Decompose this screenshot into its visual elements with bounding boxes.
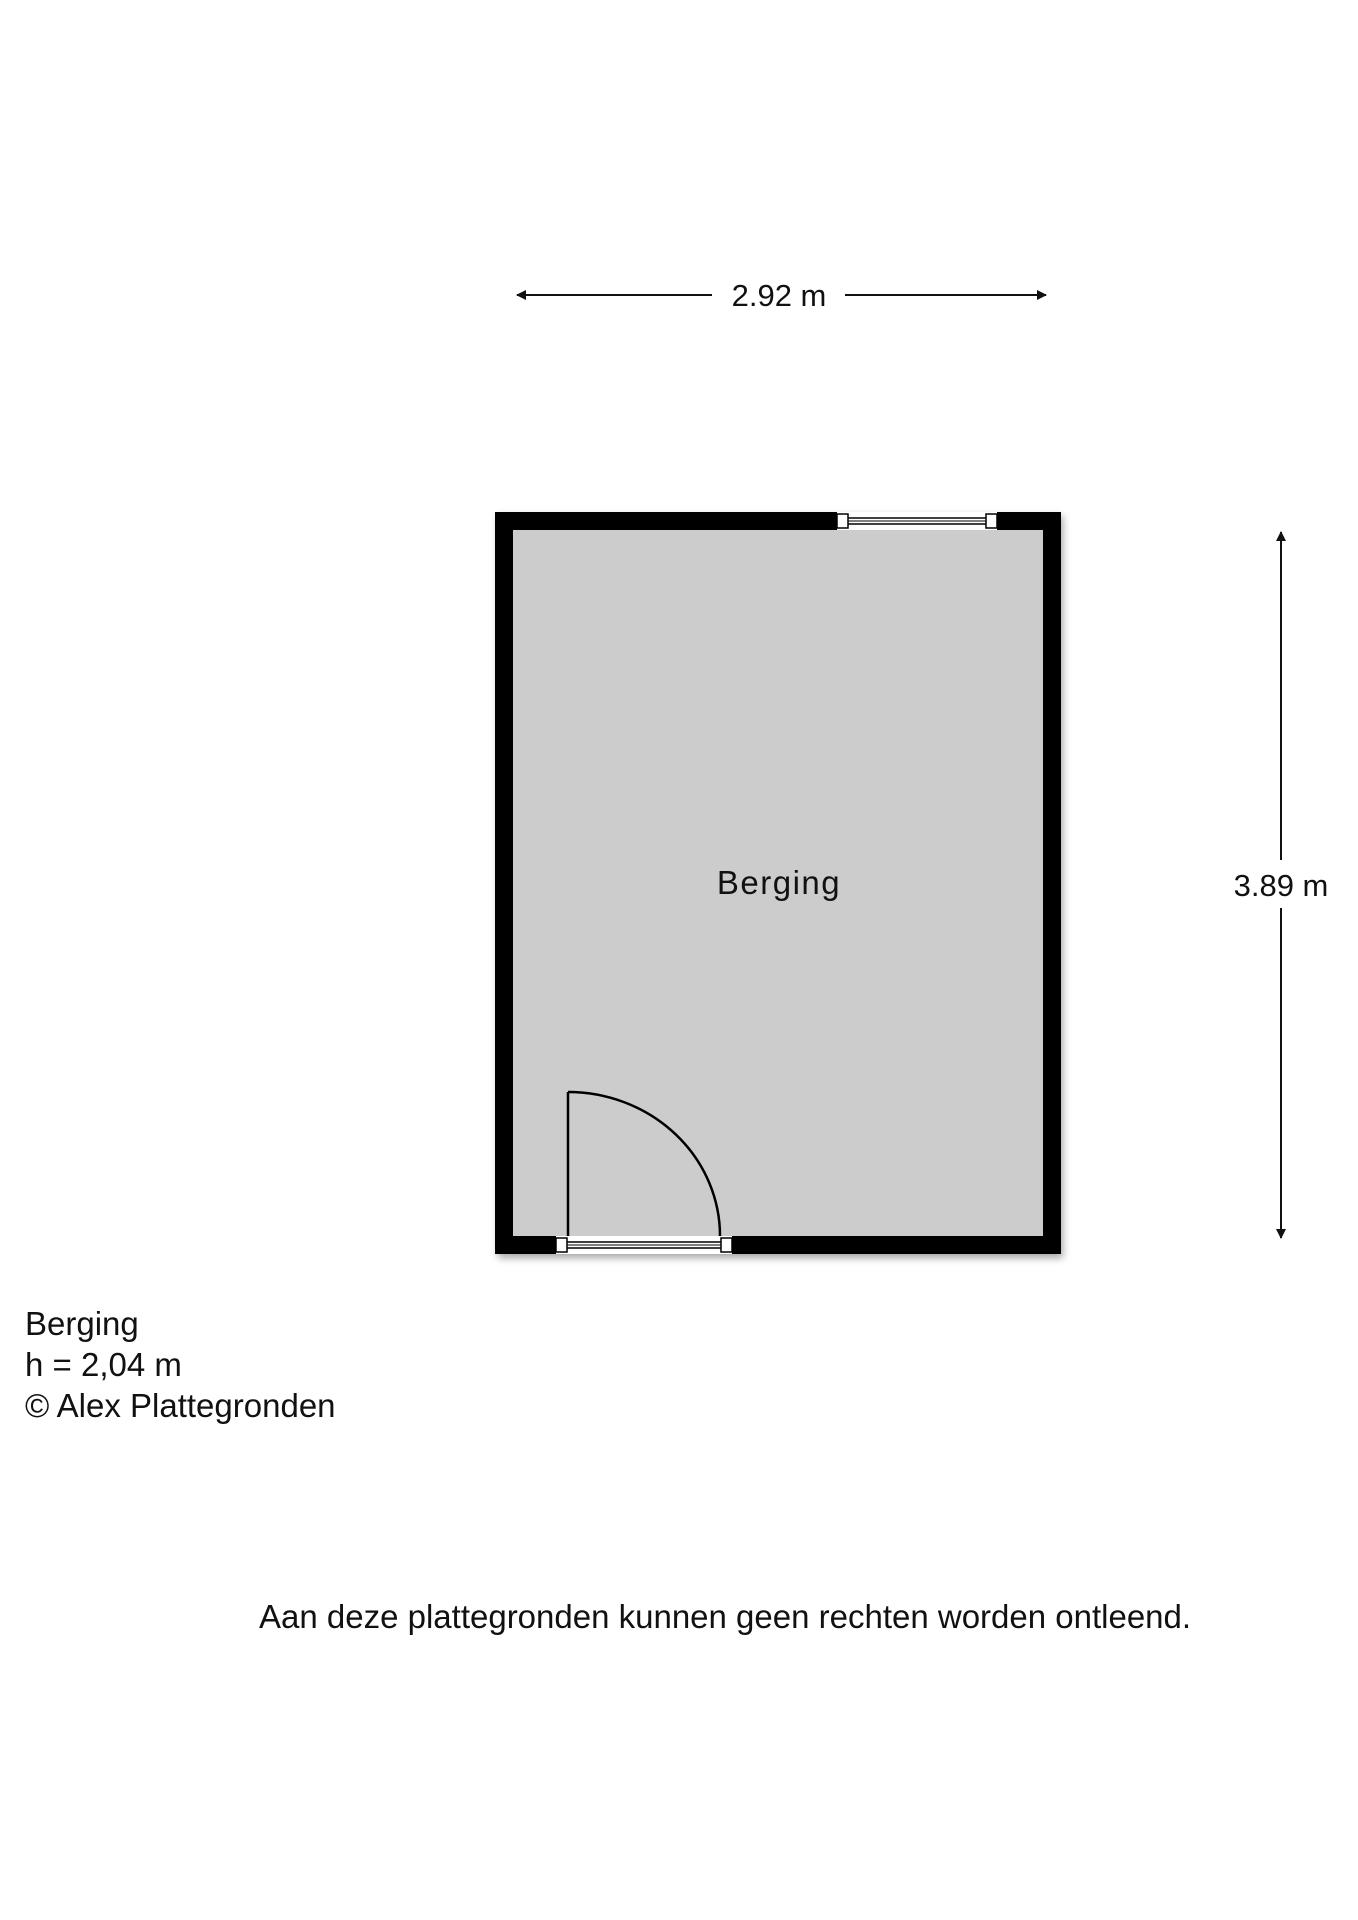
room-info [25,1303,336,1426]
door-opening [556,1236,732,1254]
room-info-copyright: © Alex Plattegronden [25,1387,336,1424]
width-dimension-label: 2.92 m [731,278,827,313]
depth-dimension [1234,532,1329,1238]
window [837,512,997,530]
width-dimension [517,278,1046,313]
depth-dimension-label: 3.89 m [1233,868,1329,903]
room-label: Berging [716,864,842,901]
room-info-height: h = 2,04 m [25,1346,182,1383]
disclaimer-text: Aan deze plattegronden kunnen geen rechten worden ontleend. [259,1598,1192,1635]
room-info-name: Berging [25,1305,139,1342]
room-berging [495,512,1063,1258]
